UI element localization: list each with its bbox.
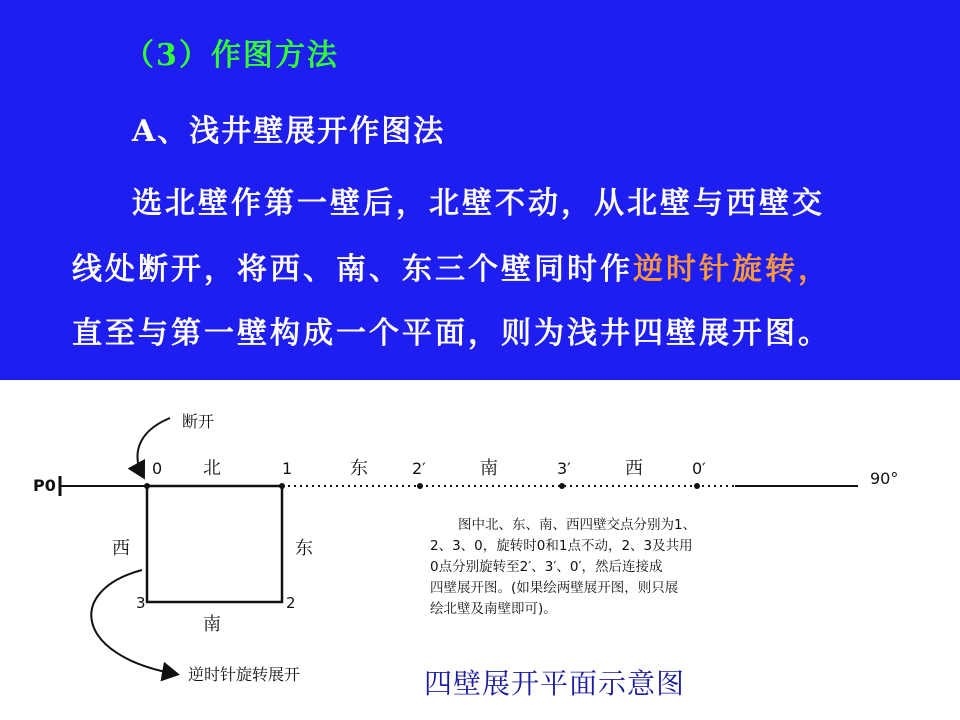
break-label: 断开 xyxy=(182,412,215,431)
wall-north-label: 北 xyxy=(203,458,221,479)
note-line-1: 图中北、东、南、西四壁交点分别为1、 xyxy=(458,517,697,533)
note-line-3: 0点分别旋转至2′、3′、0′，然后连接成 xyxy=(430,559,663,575)
wall-east-label: 东 xyxy=(295,538,313,559)
wall-east-top-label: 东 xyxy=(350,458,368,479)
wall-south-label: 南 xyxy=(203,614,221,635)
node-0 xyxy=(144,483,150,489)
point-3-label: 3 xyxy=(136,594,146,612)
note-line-5: 绘北壁及南壁即可)。 xyxy=(430,601,557,617)
point-3prime-label: 3′ xyxy=(557,459,571,478)
rotation-label: 逆时针旋转展开 xyxy=(188,665,301,684)
node-1 xyxy=(279,483,285,489)
node-0prime xyxy=(694,483,700,489)
node-2prime xyxy=(417,483,423,489)
paragraph-line-2-text: 线处断开，将西、南、东三个壁同时作 xyxy=(72,252,633,287)
paragraph-line-2 xyxy=(72,244,831,288)
rotation-arrow xyxy=(91,570,176,674)
section-heading: （3）作图方法 xyxy=(124,38,339,73)
note-line-4: 四壁展开图。(如果绘两壁展开图，则只展 xyxy=(430,580,679,596)
point-0prime-label: 0′ xyxy=(692,459,706,478)
wall-west-top-label: 西 xyxy=(625,458,643,479)
paragraph-line-3: 直至与第一壁构成一个平面，则为浅井四壁展开图。 xyxy=(72,316,831,351)
point-0-label: 0 xyxy=(152,459,163,478)
wall-south-top-label: 南 xyxy=(480,458,498,479)
method-heading: A、浅井壁展开作图法 xyxy=(132,114,446,149)
point-2-label: 2 xyxy=(286,594,296,612)
note-line-2: 2、3、0，旋转时0和1点不动，2、3及共用 xyxy=(430,538,693,554)
start-label: P0 xyxy=(33,476,56,495)
node-3prime xyxy=(559,483,565,489)
wall-west-label: 西 xyxy=(112,538,130,559)
diagram-caption: 四壁展开平面示意图 xyxy=(424,667,686,700)
paragraph-line-1: 选北壁作第一壁后，北壁不动，从北壁与西壁交 xyxy=(132,186,825,221)
highlight-text: 逆时针旋转， xyxy=(633,252,831,287)
point-1-label: 1 xyxy=(282,459,293,478)
point-2prime-label: 2′ xyxy=(412,459,426,478)
end-label: 90° xyxy=(870,469,899,488)
shaft-square xyxy=(147,486,282,602)
